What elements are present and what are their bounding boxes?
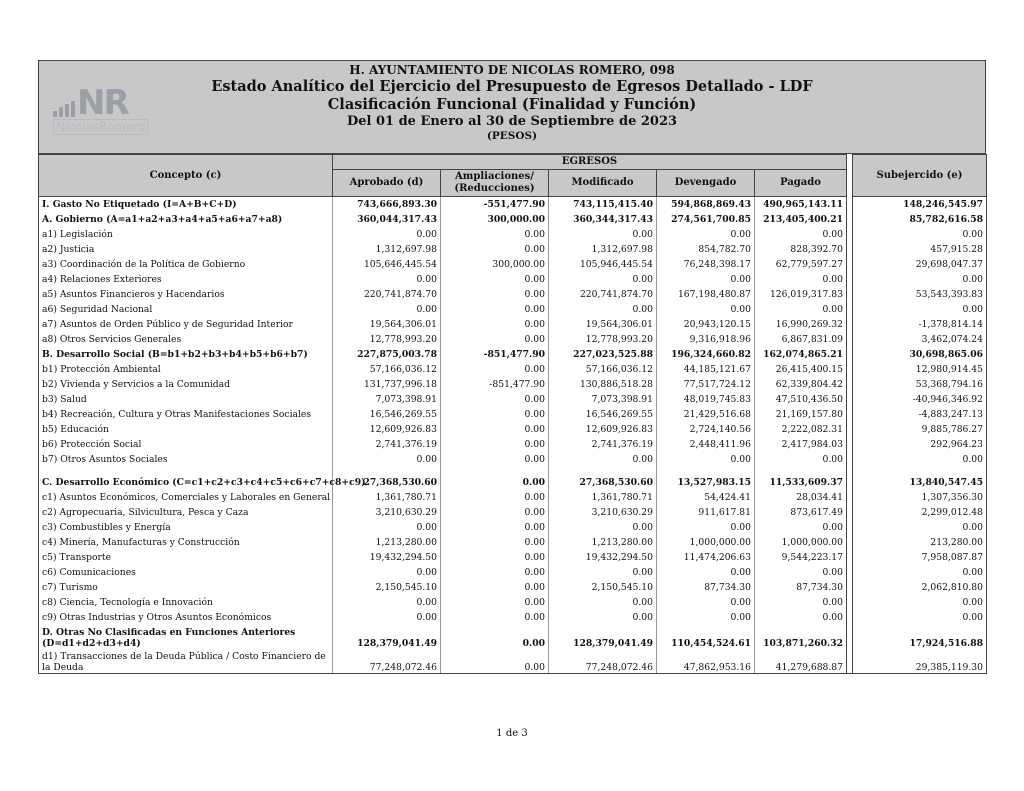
aprobado-cell: 0.00 xyxy=(333,565,441,580)
ampliaciones-cell: -851,477.90 xyxy=(441,377,549,392)
aprobado-cell: 19,564,306.01 xyxy=(333,317,441,332)
report-subtitle: Clasificación Funcional (Finalidad y Función) xyxy=(327,96,697,113)
devengado-cell: 0.00 xyxy=(657,610,755,625)
pagado-cell: 873,617.49 xyxy=(755,505,847,520)
pagado-cell: 87,734.30 xyxy=(755,580,847,595)
table-row xyxy=(39,377,987,392)
devengado-cell: 0.00 xyxy=(657,452,755,467)
table-row xyxy=(39,452,987,467)
table-row xyxy=(39,407,987,422)
subejercido-cell: 3,462,074.24 xyxy=(853,332,987,347)
concepto-cell: b1) Protección Ambiental xyxy=(39,362,333,377)
modificado-cell: 0.00 xyxy=(549,595,657,610)
modificado-cell: 0.00 xyxy=(549,272,657,287)
modificado-cell: 220,741,874.70 xyxy=(549,287,657,302)
table-row xyxy=(39,197,987,213)
table-row xyxy=(39,242,987,257)
pagado-cell: 6,867,831.09 xyxy=(755,332,847,347)
ampliaciones-cell: 0.00 xyxy=(441,407,549,422)
aprobado-cell: 0.00 xyxy=(333,452,441,467)
concepto-cell: I. Gasto No Etiquetado (I=A+B+C+D) xyxy=(39,197,333,213)
aprobado-cell: 128,379,041.49 xyxy=(333,625,441,649)
aprobado-cell: 105,646,445.54 xyxy=(333,257,441,272)
concepto-cell: a4) Relaciones Exteriores xyxy=(39,272,333,287)
ampliaciones-cell: 300,000.00 xyxy=(441,257,549,272)
table-row xyxy=(39,227,987,242)
entity-title: H. AYUNTAMIENTO DE NICOLAS ROMERO, 098 xyxy=(349,63,675,77)
aprobado-cell: 1,213,280.00 xyxy=(333,535,441,550)
modificado-cell: 0.00 xyxy=(549,452,657,467)
subejercido-cell: 53,543,393.83 xyxy=(853,287,987,302)
aprobado-cell: 0.00 xyxy=(333,595,441,610)
aprobado-cell: 227,875,003.78 xyxy=(333,347,441,362)
subejercido-cell: 0.00 xyxy=(853,565,987,580)
aprobado-cell: 12,609,926.83 xyxy=(333,422,441,437)
pagado-cell: 0.00 xyxy=(755,227,847,242)
modificado-cell: 2,150,545.10 xyxy=(549,580,657,595)
modificado-cell: 0.00 xyxy=(549,565,657,580)
ampliaciones-cell: 0.00 xyxy=(441,362,549,377)
pagado-cell: 0.00 xyxy=(755,452,847,467)
report-title: Estado Analítico del Ejercicio del Presupuesto de Egresos Detallado - LDF xyxy=(211,78,813,95)
aprobado-cell: 0.00 xyxy=(333,610,441,625)
ampliaciones-cell: 300,000.00 xyxy=(441,212,549,227)
modificado-cell: 0.00 xyxy=(549,610,657,625)
aprobado-cell: 131,737,996.18 xyxy=(333,377,441,392)
concepto-cell: B. Desarrollo Social (B=b1+b2+b3+b4+b5+b6+b7) xyxy=(39,347,333,362)
subejercido-cell: -1,378,814.14 xyxy=(853,317,987,332)
devengado-cell: 274,561,700.85 xyxy=(657,212,755,227)
concepto-cell: b6) Protección Social xyxy=(39,437,333,452)
ampliaciones-cell: 0.00 xyxy=(441,302,549,317)
devengado-cell: 911,617.81 xyxy=(657,505,755,520)
devengado-cell: 167,198,480.87 xyxy=(657,287,755,302)
subejercido-cell: 457,915.28 xyxy=(853,242,987,257)
aprobado-cell: 743,666,893.30 xyxy=(333,197,441,213)
pagado-cell: 2,417,984.03 xyxy=(755,437,847,452)
devengado-cell: 2,724,140.56 xyxy=(657,422,755,437)
subejercido-cell: 30,698,865.06 xyxy=(853,347,987,362)
devengado-cell: 77,517,724.12 xyxy=(657,377,755,392)
subejercido-cell: 0.00 xyxy=(853,520,987,535)
pagado-cell: 26,415,400.15 xyxy=(755,362,847,377)
pagado-cell: 213,405,400.21 xyxy=(755,212,847,227)
aprobado-cell: 16,546,269.55 xyxy=(333,407,441,422)
table-row xyxy=(39,347,987,362)
col-pagado: Pagado xyxy=(755,170,847,197)
devengado-cell: 11,474,206.63 xyxy=(657,550,755,565)
subejercido-cell: 9,885,786.27 xyxy=(853,422,987,437)
concepto-cell: c5) Transporte xyxy=(39,550,333,565)
subejercido-cell: 2,062,810.80 xyxy=(853,580,987,595)
pagado-cell: 41,279,688.87 xyxy=(755,649,847,674)
aprobado-cell: 2,741,376.19 xyxy=(333,437,441,452)
table-row xyxy=(39,475,987,490)
aprobado-cell: 220,741,874.70 xyxy=(333,287,441,302)
concepto-cell: a1) Legislación xyxy=(39,227,333,242)
table-row xyxy=(39,362,987,377)
concepto-cell: b4) Recreación, Cultura y Otras Manifestaciones Sociales xyxy=(39,407,333,422)
table-row xyxy=(39,422,987,437)
table-row xyxy=(39,505,987,520)
concepto-cell: c1) Asuntos Económicos, Comerciales y Laborales en General xyxy=(39,490,333,505)
ampliaciones-cell: 0.00 xyxy=(441,565,549,580)
subejercido-cell: 13,840,547.45 xyxy=(853,475,987,490)
concepto-cell: A. Gobierno (A=a1+a2+a3+a4+a5+a6+a7+a8) xyxy=(39,212,333,227)
ampliaciones-cell: 0.00 xyxy=(441,520,549,535)
ampliaciones-cell: 0.00 xyxy=(441,505,549,520)
spacer-row xyxy=(39,467,987,475)
subejercido-cell: 292,964.23 xyxy=(853,437,987,452)
pagado-cell: 1,000,000.00 xyxy=(755,535,847,550)
pagado-cell: 0.00 xyxy=(755,272,847,287)
pagado-cell: 0.00 xyxy=(755,595,847,610)
modificado-cell: 360,344,317.43 xyxy=(549,212,657,227)
subejercido-cell: 0.00 xyxy=(853,227,987,242)
devengado-cell: 0.00 xyxy=(657,227,755,242)
pagado-cell: 828,392.70 xyxy=(755,242,847,257)
aprobado-cell: 27,368,530.60 xyxy=(333,475,441,490)
col-devengado: Devengado xyxy=(657,170,755,197)
modificado-cell: 27,368,530.60 xyxy=(549,475,657,490)
concepto-cell: C. Desarrollo Económico (C=c1+c2+c3+c4+c5+c6+c7+c8+c9) xyxy=(39,475,333,490)
ampliaciones-cell: 0.00 xyxy=(441,392,549,407)
modificado-cell: 128,379,041.49 xyxy=(549,625,657,649)
aprobado-cell: 3,210,630.29 xyxy=(333,505,441,520)
concepto-cell: a2) Justicia xyxy=(39,242,333,257)
subejercido-cell: 148,246,545.97 xyxy=(853,197,987,213)
concepto-cell: c6) Comunicaciones xyxy=(39,565,333,580)
modificado-cell: 57,166,036.12 xyxy=(549,362,657,377)
pagado-cell: 0.00 xyxy=(755,520,847,535)
table-row xyxy=(39,287,987,302)
aprobado-cell: 19,432,294.50 xyxy=(333,550,441,565)
ampliaciones-cell: 0.00 xyxy=(441,272,549,287)
table-row xyxy=(39,490,987,505)
devengado-cell: 196,324,660.82 xyxy=(657,347,755,362)
pagado-cell: 62,779,597.27 xyxy=(755,257,847,272)
pagado-cell: 103,871,260.32 xyxy=(755,625,847,649)
modificado-cell: 743,115,415.40 xyxy=(549,197,657,213)
subejercido-cell: 29,385,119.30 xyxy=(853,649,987,674)
subejercido-cell: 17,924,516.88 xyxy=(853,625,987,649)
aprobado-cell: 57,166,036.12 xyxy=(333,362,441,377)
ampliaciones-cell: 0.00 xyxy=(441,625,549,649)
ampliaciones-cell: 0.00 xyxy=(441,437,549,452)
modificado-cell: 7,073,398.91 xyxy=(549,392,657,407)
ampliaciones-cell: 0.00 xyxy=(441,317,549,332)
col-concepto: Concepto (c) xyxy=(39,155,333,197)
subejercido-cell: 7,958,087.87 xyxy=(853,550,987,565)
concepto-cell: c9) Otras Industrias y Otros Asuntos Económicos xyxy=(39,610,333,625)
subejercido-cell: 1,307,356.30 xyxy=(853,490,987,505)
modificado-cell: 1,312,697.98 xyxy=(549,242,657,257)
table-row xyxy=(39,392,987,407)
modificado-cell: 3,210,630.29 xyxy=(549,505,657,520)
logo-name: NicolasRomero xyxy=(53,119,148,135)
subejercido-cell: 0.00 xyxy=(853,595,987,610)
table-row xyxy=(39,580,987,595)
aprobado-cell: 77,248,072.46 xyxy=(333,649,441,674)
concepto-cell: b2) Vivienda y Servicios a la Comunidad xyxy=(39,377,333,392)
table-row xyxy=(39,317,987,332)
page-number: 1 de 3 xyxy=(496,728,528,739)
table-row xyxy=(39,595,987,610)
concepto-cell: b7) Otros Asuntos Sociales xyxy=(39,452,333,467)
table-row xyxy=(39,257,987,272)
concepto-cell: D. Otras No Clasificadas en Funciones Anteriores (D=d1+d2+d3+d4) xyxy=(39,625,333,649)
devengado-cell: 854,782.70 xyxy=(657,242,755,257)
aprobado-cell: 2,150,545.10 xyxy=(333,580,441,595)
table-row xyxy=(39,437,987,452)
concepto-cell: d1) Transacciones de la Deuda Pública / Costo Financiero de la Deuda xyxy=(39,649,333,674)
devengado-cell: 54,424.41 xyxy=(657,490,755,505)
ampliaciones-cell: 0.00 xyxy=(441,610,549,625)
logo-mark: NR xyxy=(77,83,128,123)
concepto-cell: a5) Asuntos Financieros y Hacendarios xyxy=(39,287,333,302)
col-egresos: EGRESOS xyxy=(333,155,847,170)
report-period: Del 01 de Enero al 30 de Septiembre de 2023 xyxy=(346,114,678,129)
aprobado-cell: 0.00 xyxy=(333,272,441,287)
aprobado-cell: 0.00 xyxy=(333,302,441,317)
modificado-cell: 19,564,306.01 xyxy=(549,317,657,332)
devengado-cell: 2,448,411.96 xyxy=(657,437,755,452)
ampliaciones-cell: 0.00 xyxy=(441,242,549,257)
ampliaciones-cell: 0.00 xyxy=(441,595,549,610)
devengado-cell: 0.00 xyxy=(657,565,755,580)
devengado-cell: 1,000,000.00 xyxy=(657,535,755,550)
table-row xyxy=(39,565,987,580)
ampliaciones-cell: 0.00 xyxy=(441,227,549,242)
devengado-cell: 47,862,953.16 xyxy=(657,649,755,674)
table-row xyxy=(39,535,987,550)
report-header xyxy=(38,60,986,154)
pagado-cell: 0.00 xyxy=(755,610,847,625)
ampliaciones-cell: -551,477.90 xyxy=(441,197,549,213)
concepto-cell: a8) Otros Servicios Generales xyxy=(39,332,333,347)
subejercido-cell: 0.00 xyxy=(853,452,987,467)
pagado-cell: 11,533,609.37 xyxy=(755,475,847,490)
devengado-cell: 76,248,398.17 xyxy=(657,257,755,272)
budget-table xyxy=(38,154,987,674)
concepto-cell: c4) Minería, Manufacturas y Construcción xyxy=(39,535,333,550)
modificado-cell: 0.00 xyxy=(549,302,657,317)
pagado-cell: 21,169,157.80 xyxy=(755,407,847,422)
devengado-cell: 0.00 xyxy=(657,595,755,610)
subejercido-cell: -40,946,346.92 xyxy=(853,392,987,407)
subejercido-cell: -4,883,247.13 xyxy=(853,407,987,422)
pagado-cell: 28,034.41 xyxy=(755,490,847,505)
concepto-cell: a3) Coordinación de la Política de Gobierno xyxy=(39,257,333,272)
devengado-cell: 20,943,120.15 xyxy=(657,317,755,332)
devengado-cell: 110,454,524.61 xyxy=(657,625,755,649)
modificado-cell: 1,361,780.71 xyxy=(549,490,657,505)
devengado-cell: 0.00 xyxy=(657,302,755,317)
modificado-cell: 105,946,445.54 xyxy=(549,257,657,272)
pagado-cell: 9,544,223.17 xyxy=(755,550,847,565)
subejercido-cell: 0.00 xyxy=(853,302,987,317)
table-row xyxy=(39,212,987,227)
ampliaciones-cell: 0.00 xyxy=(441,535,549,550)
ampliaciones-cell: 0.00 xyxy=(441,422,549,437)
pagado-cell: 0.00 xyxy=(755,565,847,580)
subejercido-cell: 12,980,914.45 xyxy=(853,362,987,377)
report-sheet xyxy=(38,60,986,674)
concepto-cell: a6) Seguridad Nacional xyxy=(39,302,333,317)
devengado-cell: 0.00 xyxy=(657,520,755,535)
concepto-cell: c3) Combustibles y Energía xyxy=(39,520,333,535)
devengado-cell: 13,527,983.15 xyxy=(657,475,755,490)
aprobado-cell: 1,361,780.71 xyxy=(333,490,441,505)
pagado-cell: 16,990,269.32 xyxy=(755,317,847,332)
ampliaciones-cell: 0.00 xyxy=(441,649,549,674)
aprobado-cell: 0.00 xyxy=(333,520,441,535)
table-row xyxy=(39,272,987,287)
modificado-cell: 77,248,072.46 xyxy=(549,649,657,674)
modificado-cell: 227,023,525.88 xyxy=(549,347,657,362)
col-ampliaciones: Ampliaciones/ (Reducciones) xyxy=(441,170,549,197)
table-row xyxy=(39,302,987,317)
modificado-cell: 1,213,280.00 xyxy=(549,535,657,550)
subejercido-cell: 213,280.00 xyxy=(853,535,987,550)
subejercido-cell: 29,698,047.37 xyxy=(853,257,987,272)
subejercido-cell: 53,368,794.16 xyxy=(853,377,987,392)
concepto-cell: a7) Asuntos de Orden Público y de Seguridad Interior xyxy=(39,317,333,332)
devengado-cell: 21,429,516.68 xyxy=(657,407,755,422)
concepto-cell: b3) Salud xyxy=(39,392,333,407)
table-row xyxy=(39,550,987,565)
budget-rows xyxy=(39,197,987,674)
col-modificado: Modificado xyxy=(549,170,657,197)
table-row xyxy=(39,520,987,535)
report-currency: (PESOS) xyxy=(486,130,538,142)
pagado-cell: 62,339,804.42 xyxy=(755,377,847,392)
aprobado-cell: 0.00 xyxy=(333,227,441,242)
report-titles xyxy=(39,63,985,143)
devengado-cell: 0.00 xyxy=(657,272,755,287)
subejercido-cell: 85,782,616.58 xyxy=(853,212,987,227)
table-row xyxy=(39,610,987,625)
subejercido-cell: 2,299,012.48 xyxy=(853,505,987,520)
devengado-cell: 48,019,745.83 xyxy=(657,392,755,407)
pagado-cell: 126,019,317.83 xyxy=(755,287,847,302)
ampliaciones-cell: 0.00 xyxy=(441,332,549,347)
aprobado-cell: 360,044,317.43 xyxy=(333,212,441,227)
aprobado-cell: 12,778,993.20 xyxy=(333,332,441,347)
col-subejercido: Subejercido (e) xyxy=(853,155,987,197)
devengado-cell: 87,734.30 xyxy=(657,580,755,595)
modificado-cell: 19,432,294.50 xyxy=(549,550,657,565)
pagado-cell: 47,510,436.50 xyxy=(755,392,847,407)
modificado-cell: 16,546,269.55 xyxy=(549,407,657,422)
ampliaciones-cell: 0.00 xyxy=(441,490,549,505)
pagado-cell: 490,965,143.11 xyxy=(755,197,847,213)
ampliaciones-cell: 0.00 xyxy=(441,580,549,595)
aprobado-cell: 7,073,398.91 xyxy=(333,392,441,407)
devengado-cell: 44,185,121.67 xyxy=(657,362,755,377)
modificado-cell: 130,886,518.28 xyxy=(549,377,657,392)
modificado-cell: 0.00 xyxy=(549,520,657,535)
table-row xyxy=(39,649,987,674)
modificado-cell: 12,778,993.20 xyxy=(549,332,657,347)
devengado-cell: 9,316,918.96 xyxy=(657,332,755,347)
modificado-cell: 2,741,376.19 xyxy=(549,437,657,452)
ampliaciones-cell: 0.00 xyxy=(441,550,549,565)
col-aprobado: Aprobado (d) xyxy=(333,170,441,197)
concepto-cell: b5) Educación xyxy=(39,422,333,437)
subejercido-cell: 0.00 xyxy=(853,272,987,287)
ampliaciones-cell: -851,477.90 xyxy=(441,347,549,362)
pagado-cell: 2,222,082.31 xyxy=(755,422,847,437)
aprobado-cell: 1,312,697.98 xyxy=(333,242,441,257)
ampliaciones-cell: 0.00 xyxy=(441,287,549,302)
ampliaciones-cell: 0.00 xyxy=(441,452,549,467)
concepto-cell: c2) Agropecuaria, Silvicultura, Pesca y Caza xyxy=(39,505,333,520)
devengado-cell: 594,868,869.43 xyxy=(657,197,755,213)
concepto-cell: c7) Turismo xyxy=(39,580,333,595)
modificado-cell: 0.00 xyxy=(549,227,657,242)
pagado-cell: 162,074,865.21 xyxy=(755,347,847,362)
subejercido-cell: 0.00 xyxy=(853,610,987,625)
ampliaciones-cell: 0.00 xyxy=(441,475,549,490)
pagado-cell: 0.00 xyxy=(755,302,847,317)
concepto-cell: c8) Ciencia, Tecnología e Innovación xyxy=(39,595,333,610)
table-row xyxy=(39,332,987,347)
table-row xyxy=(39,625,987,649)
modificado-cell: 12,609,926.83 xyxy=(549,422,657,437)
